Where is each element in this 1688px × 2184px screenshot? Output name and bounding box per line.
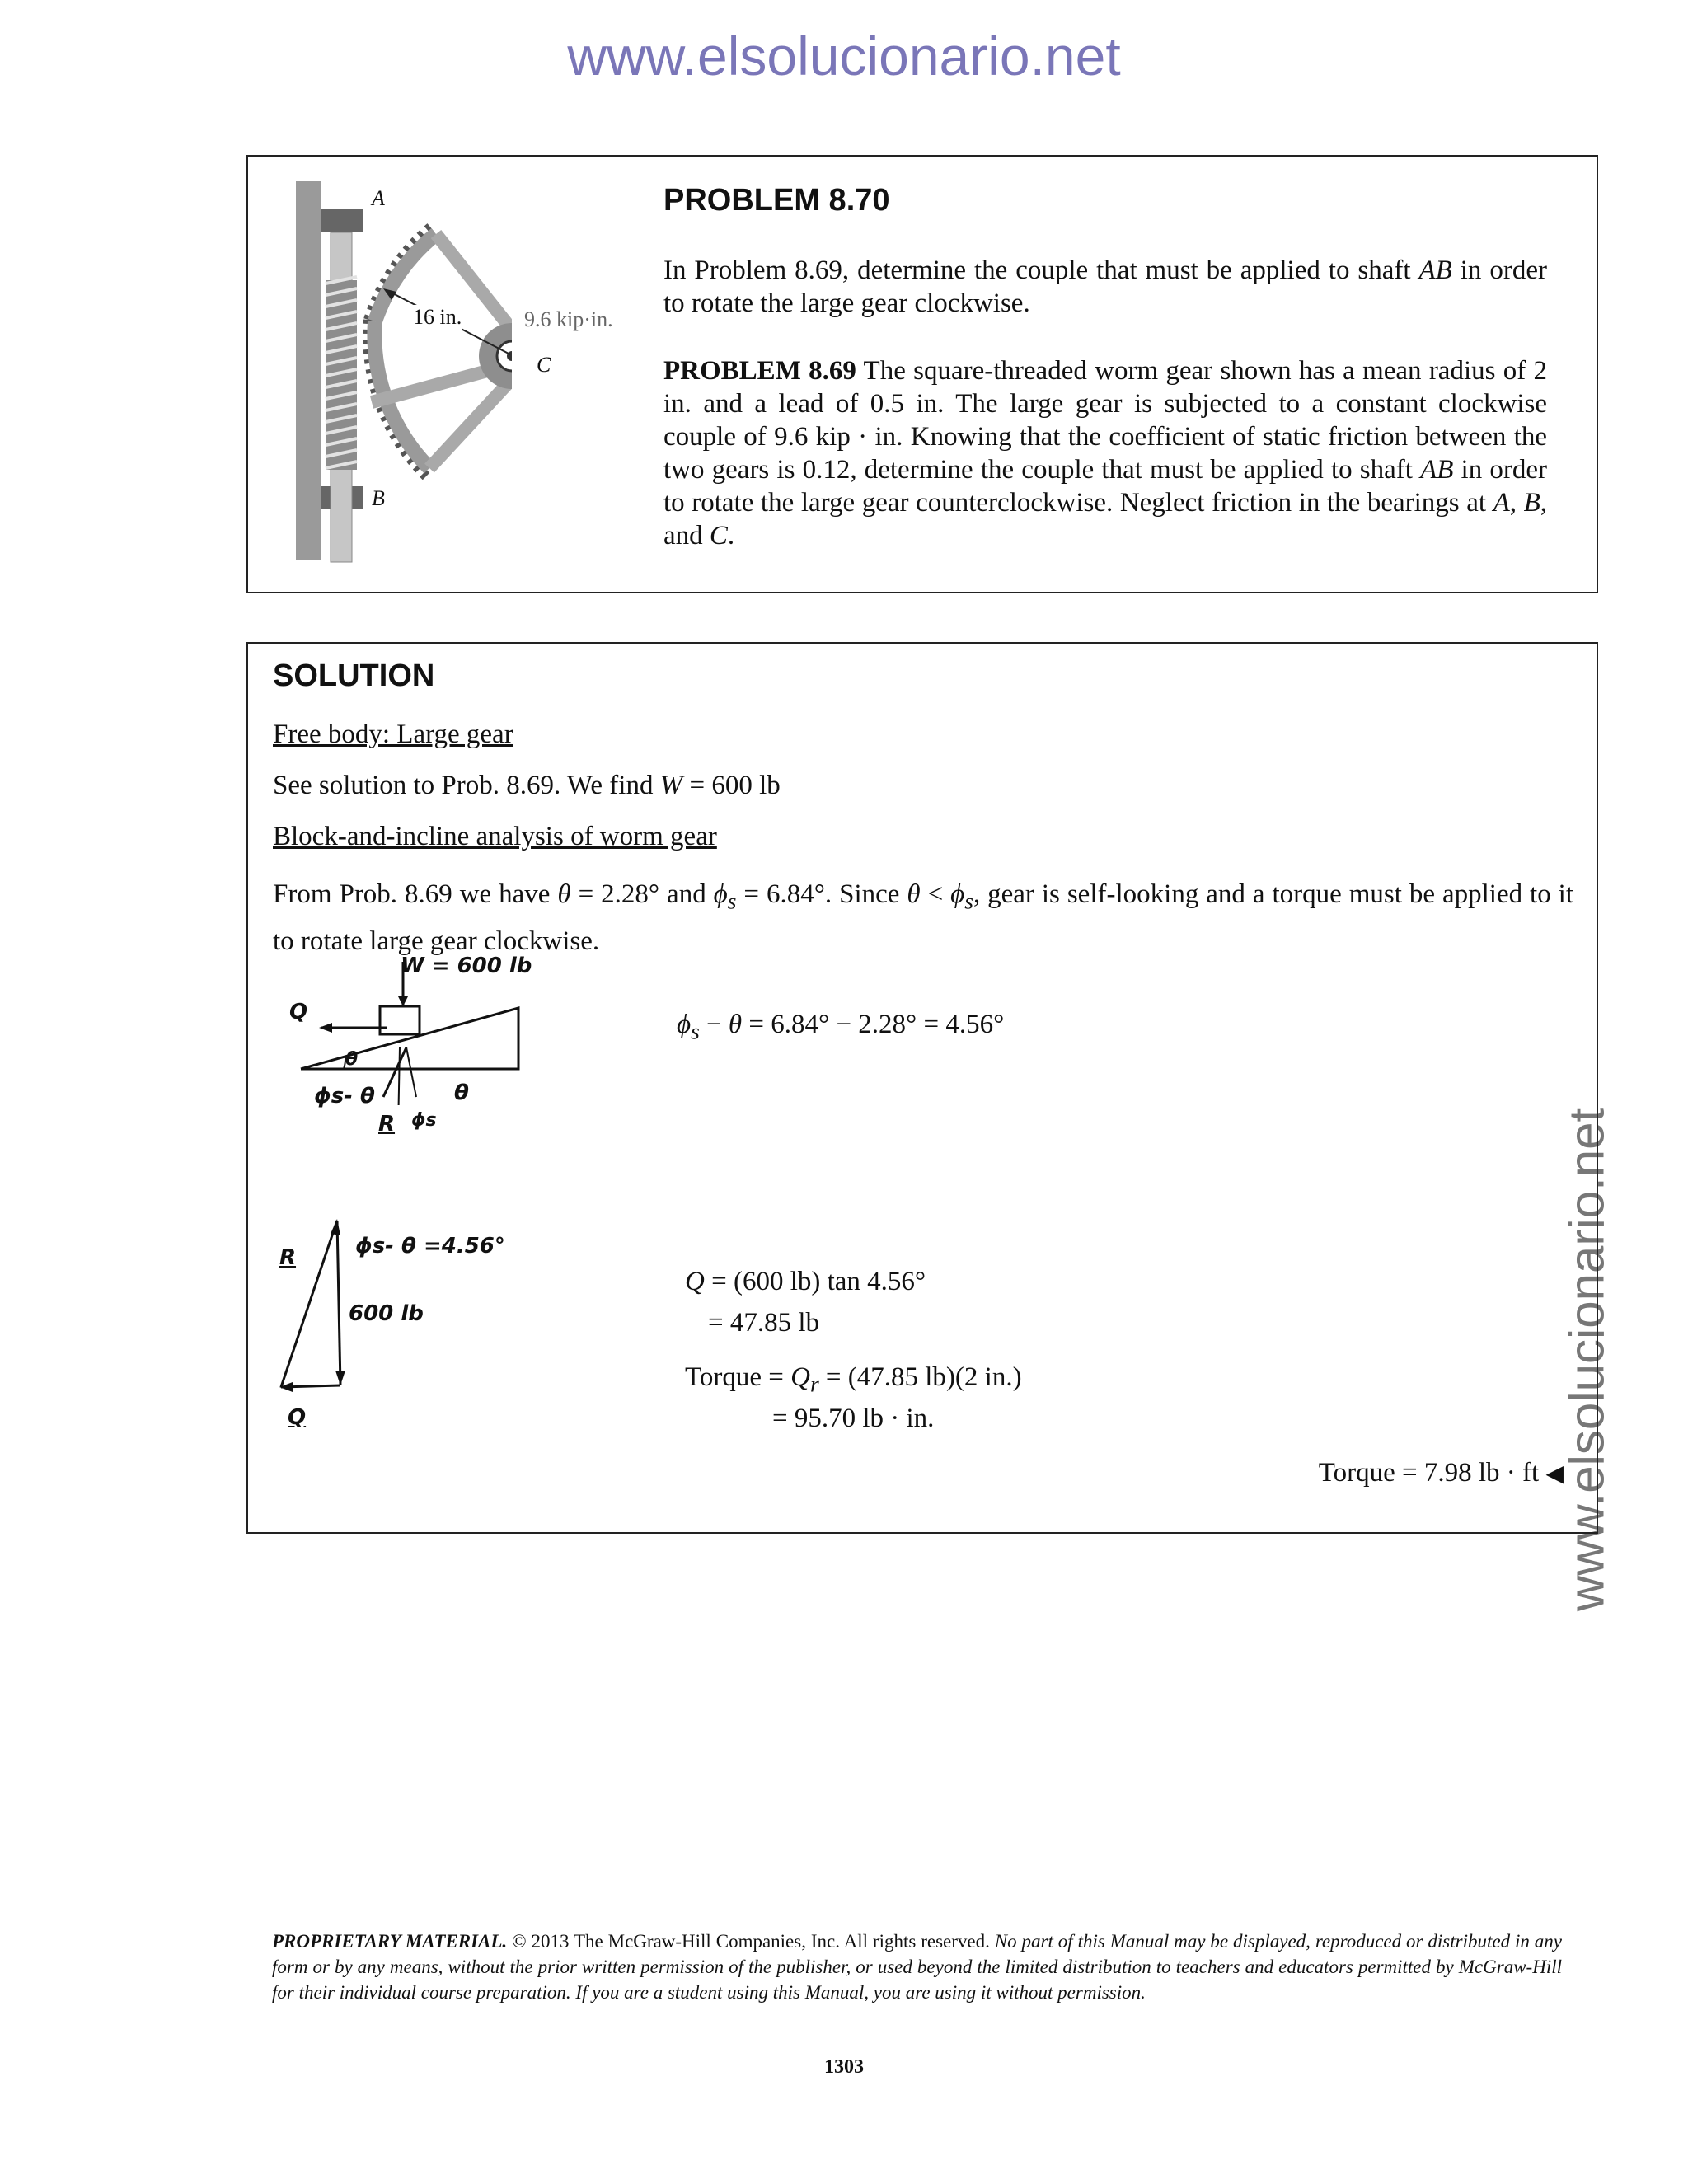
incline-sketch [298, 957, 537, 1105]
solution-box [246, 642, 1598, 1534]
equation-torque: Torque = $Q_r = (47.85$ lb)(2 in.) [685, 1362, 1022, 1397]
sketch2-weight-label: 600 lb [349, 1301, 424, 1326]
sketch2-angle-label: ϕs- θ =4.56° [355, 1234, 505, 1258]
label-a: A [372, 186, 385, 210]
equation-angle-difference: $\phi_s - \theta = 6.84^\circ - 2.28^\circ = 4.56^\circ$ [677, 1010, 1005, 1044]
label-b: B [372, 486, 385, 510]
reference-problem: PROBLEM 8.69 The square-threaded worm gear shown has a mean radius of 2 in. and a lead of 0.5 in. The large gear is subjected to a constant clockwise couple of 9.6 kip · in. Knowing that the coefficient of static friction between the two gears is 0.12, determine the couple that must be applied to shaft AB in order to rotate the large gear counterclockwise. Neglect friction in the bearings at A, B, and C. [663, 356, 1548, 551]
answer-marker-icon: ◀ [1545, 1460, 1564, 1487]
wall-support [296, 181, 321, 560]
copyright-footer: PROPRIETARY MATERIAL. © 2013 The McGraw-Hill Companies, Inc. All rights reserved. No part of this Manual may be displayed, reproduced or distributed in any form or by any means, without the prior written permission of the publisher, or used beyond the limited distribution to teachers and educators permitted by McGraw-Hill for their individual course preparation. If you are a student using this Manual, you are using it without permission. [272, 1931, 1562, 2003]
equation-q-result: = 47.85 lb [708, 1308, 820, 1338]
watermark-top: www.elsolucionario.net [567, 26, 1121, 87]
sketch1-theta-label-2: θ [454, 1080, 469, 1105]
label-c: C [537, 353, 551, 377]
watermark-side-text: www.elsolucionario.net [1559, 1108, 1615, 1612]
radius-label: 16 in. [413, 305, 462, 329]
sketch1-r-label: R [378, 1112, 396, 1137]
sketch1-w-label: W = 600 lb [401, 954, 532, 978]
heading-block-incline: Block-and-incline analysis of worm gear [273, 822, 717, 851]
sketch1-phi-label: ϕs [411, 1110, 437, 1131]
worm-gear-figure [289, 181, 512, 565]
worm-thread [326, 277, 357, 470]
sketch2-r-label: R [279, 1245, 297, 1270]
large-gear [368, 224, 512, 476]
sketch1-q-label: Q [289, 1000, 308, 1024]
problem-title: PROBLEM 8.70 [663, 183, 890, 218]
self-locking-paragraph: From Prob. 8.69 we have θ = 2.28° and $\phi_s = 6.84^\circ$. Since $\theta < \phi_s$, gear is self-looking and a torque must be applied to it to rotate large gear clockwise. [273, 879, 1573, 956]
equation-q: Q = (600 lb) tan 4.56° [685, 1267, 926, 1296]
page-number: 1303 [824, 2056, 864, 2078]
sketch2-q-label: Q [288, 1405, 307, 1430]
problem-statement: In Problem 8.69, determine the couple that must be applied to shaft AB in order to rotate the large gear clockwise. [663, 255, 1547, 318]
sketch1-theta-label: θ [345, 1049, 359, 1070]
solution-title: SOLUTION [273, 658, 435, 693]
sketch1-phi-minus-theta: ϕs- θ [314, 1084, 375, 1108]
couple-label: 9.6 kip·in. [524, 307, 613, 331]
heading-free-body: Free body: Large gear [273, 719, 513, 749]
equation-torque-result: = 95.70 lb · in. [772, 1404, 935, 1433]
problem-box [246, 155, 1598, 593]
final-answer: Torque = 7.98 lb · ft ◀ [1318, 1458, 1564, 1488]
bracket-a [321, 209, 363, 232]
weight-result: See solution to Prob. 8.69. We find W = 600 lb [273, 771, 781, 800]
